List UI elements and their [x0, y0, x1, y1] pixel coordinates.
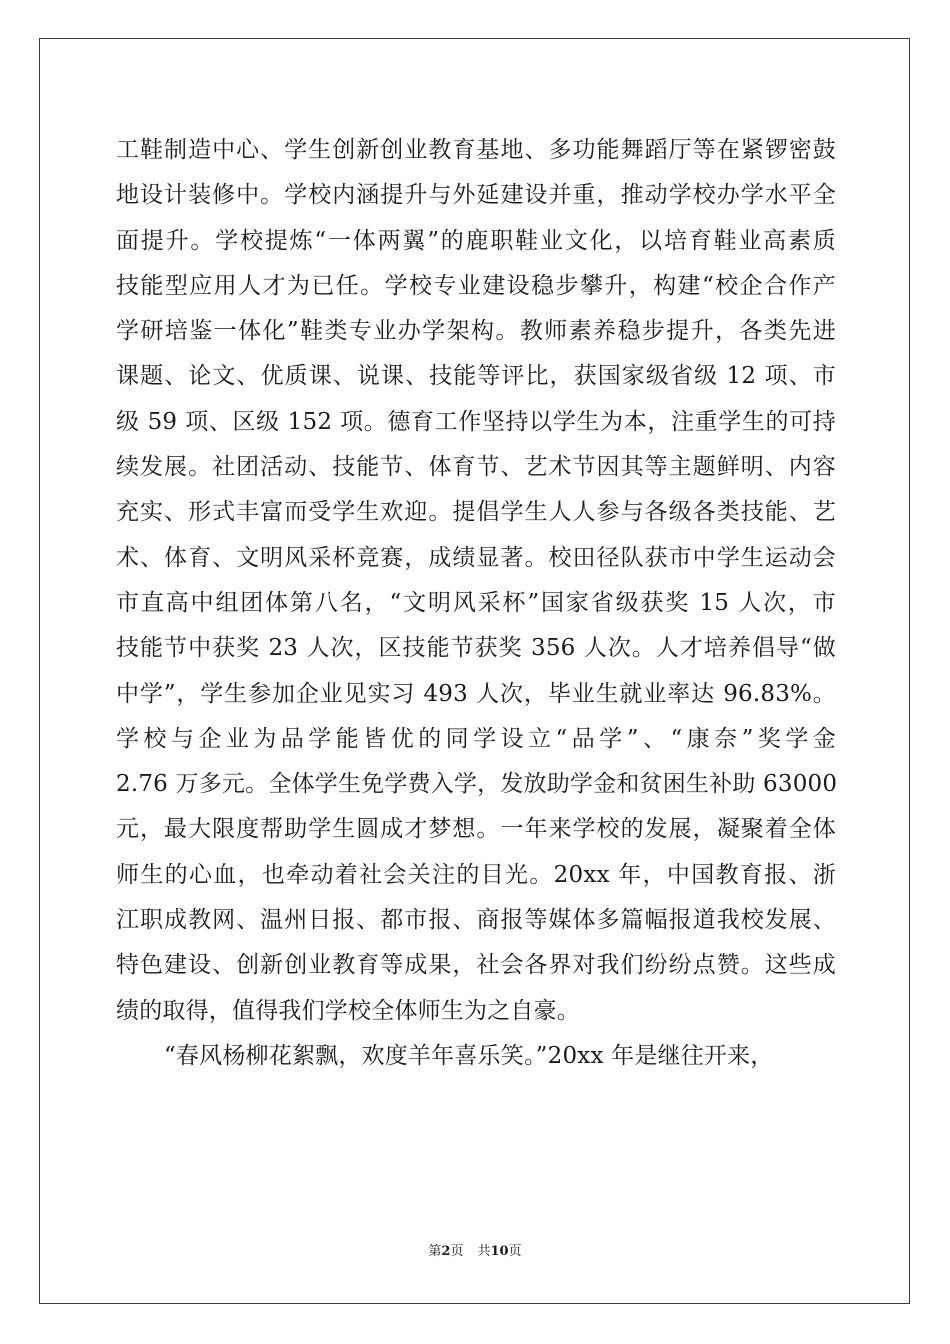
total-prefix: 共 — [477, 1244, 491, 1259]
text-line: 技能节中获奖 23 人次，区技能节获奖 356 人次。人才培养倡导“做 — [116, 635, 836, 662]
text-line: 充实、形式丰富而受学生欢迎。提倡学生人人参与各级各类技能、艺 — [116, 499, 836, 526]
text-line: 学研培鉴一体化”鞋类专业办学架构。教师素养稳步提升，各类先进 — [116, 318, 836, 345]
text-line: 2.76 万多元。全体学生免学费入学，发放助学金和贫困生补助 63000 — [116, 771, 838, 798]
total-suffix: 页 — [508, 1244, 522, 1259]
text-line: 市直高中组团体第八名，“文明风采杯”国家省级获奖 15 人次，市 — [116, 589, 836, 616]
text-line: 师生的心血，也牵动着社会关注的目光。20xx 年，中国教育报、浙 — [116, 861, 836, 888]
text-line-paragraph-end: 绩的取得，值得我们学校全体师生为之自豪。 — [116, 997, 580, 1024]
total-pages: 10 — [490, 1244, 509, 1259]
page-prefix: 第 — [428, 1244, 442, 1259]
text-line: 术、体育、文明风采杯竞赛，成绩显著。校田径队获市中学生运动会 — [116, 544, 836, 571]
text-line: 课题、论文、优质课、说课、技能等评比，获国家级省级 12 项、市 — [116, 363, 836, 390]
document-body — [116, 128, 836, 1079]
text-line: 工鞋制造中心、学生创新创业教育基地、多功能舞蹈厅等在紧锣密鼓 — [116, 137, 836, 163]
text-line: 元，最大限度帮助学生圆成才梦想。一年来学校的发展，凝聚着全体 — [116, 816, 836, 843]
text-line: 续发展。社团活动、技能节、体育节、艺术节因其等主题鲜明、内容 — [116, 454, 836, 481]
text-line-new-paragraph: “春风杨柳花絮飘，欢度羊年喜乐笑。”20xx 年是继往开来， — [164, 1042, 774, 1069]
text-line: 中学”，学生参加企业见实习 493 人次，毕业生就业率达 96.83%。 — [116, 680, 836, 707]
text-line: 级 59 项、区级 152 项。德育工作坚持以学生为本，注重学生的可持 — [116, 408, 836, 435]
text-line: 技能型应用人才为已任。学校专业建设稳步攀升，构建“校企合作产 — [116, 272, 836, 299]
page-suffix: 页 — [450, 1244, 464, 1259]
text-line: 学校与企业为品学能皆优的同学设立“品学”、“康奈”奖学金 — [116, 725, 836, 752]
text-line: 江职成教网、温州日报、都市报、商报等媒体多篇幅报道我校发展、 — [116, 907, 836, 934]
text-line: 特色建设、创新创业教育等成果，社会各界对我们纷纷点赞。这些成 — [116, 952, 836, 979]
page-number: 2 — [441, 1244, 451, 1259]
text-line: 面提升。学校提炼“一体两翼”的鹿职鞋业文化，以培育鞋业高素质 — [116, 227, 836, 254]
page-footer — [0, 1240, 950, 1259]
text-line: 地设计装修中。学校内涵提升与外延建设并重，推动学校办学水平全 — [116, 182, 836, 209]
